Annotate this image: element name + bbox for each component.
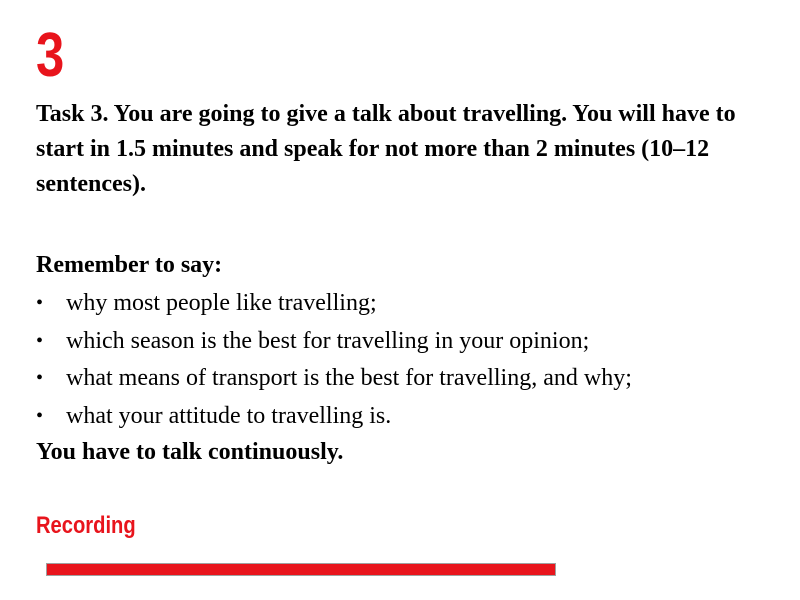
bullet-icon: • <box>36 404 44 427</box>
recording-progress-fill <box>47 564 555 575</box>
list-item <box>36 360 632 398</box>
recording-progress-bar[interactable] <box>46 563 556 576</box>
bullet-icon: • <box>36 367 44 389</box>
list-item-text: which season is the best for travelling in your opinion; <box>66 327 590 354</box>
recording-link[interactable]: Recording <box>36 512 136 539</box>
talking-points-list <box>36 285 632 435</box>
bullet-icon: • <box>36 329 44 352</box>
task-instructions: Task 3. You are going to give a talk about travelling. You will have to start in 1.5 minutes and speak for not more than 2 minutes (10–12 sentences). <box>36 101 736 197</box>
list-item <box>36 323 632 361</box>
list-item <box>36 398 632 436</box>
list-item <box>36 285 632 323</box>
list-item-text: why most people like travelling; <box>66 290 377 316</box>
list-item-text: what means of transport is the best for travelling, and why; <box>66 365 632 391</box>
task-number: 3 <box>36 21 65 90</box>
list-item-text: what your attitude to travelling is. <box>66 402 392 429</box>
remember-heading: Remember to say: <box>36 252 223 278</box>
bullet-icon: • <box>36 292 44 314</box>
closing-instruction: You have to talk continuously. <box>36 439 344 465</box>
